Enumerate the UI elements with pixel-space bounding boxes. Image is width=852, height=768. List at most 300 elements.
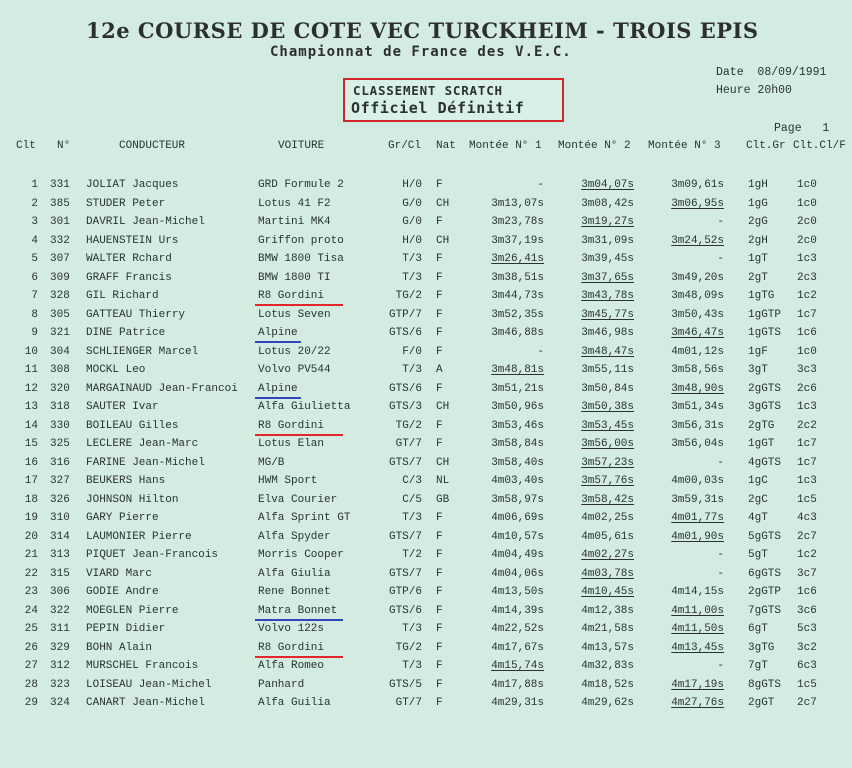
cell-n: 306 bbox=[50, 586, 70, 598]
cell-m1: 3m58,84s bbox=[491, 438, 544, 450]
cell-m3: 3m06,95s bbox=[671, 197, 724, 210]
cell-cltgr: 1gF bbox=[748, 345, 768, 358]
cell-clt: 24 bbox=[24, 604, 38, 617]
date-value: 08/09/1991 bbox=[757, 66, 827, 79]
cell-conducteur: BOHN Alain bbox=[86, 641, 153, 654]
cell-clt: 12 bbox=[24, 382, 38, 395]
cell-clt: 19 bbox=[24, 512, 38, 524]
cell-m2: 4m02,25s bbox=[581, 512, 634, 524]
cell-m2: 3m46,98s bbox=[581, 327, 634, 339]
cell-clt: 3 bbox=[31, 216, 38, 228]
cell-clt: 29 bbox=[24, 697, 38, 709]
cell-cltgr: 7gGTS bbox=[748, 604, 782, 617]
cell-cltgr: 1gGT bbox=[748, 438, 775, 450]
cell-m1: 4m29,31s bbox=[491, 697, 544, 709]
cell-cltgr: 2gH bbox=[748, 234, 768, 247]
cell-grcl: C/5 bbox=[402, 493, 422, 506]
table-row bbox=[0, 289, 852, 307]
cell-voiture: R8 Gordini bbox=[258, 641, 325, 654]
cell-m3: - bbox=[717, 567, 724, 580]
table-row bbox=[0, 419, 852, 437]
cell-nat: F bbox=[436, 641, 443, 654]
cell-cltgr: 5gGTS bbox=[748, 530, 782, 543]
cell-m2: 4m29,62s bbox=[581, 697, 634, 709]
cell-m1: 4m04,06s bbox=[491, 567, 544, 580]
table-row bbox=[0, 511, 852, 529]
cell-m3: 4m13,45s bbox=[671, 641, 724, 654]
cell-voiture: Alfa Spyder bbox=[258, 530, 331, 543]
cell-clt: 9 bbox=[31, 327, 38, 339]
cell-m1: 4m14,39s bbox=[491, 604, 544, 617]
cell-m2: 3m43,78s bbox=[581, 290, 634, 302]
table-row bbox=[0, 604, 852, 622]
cell-grcl: C/3 bbox=[402, 475, 422, 487]
cell-m1: 3m26,41s bbox=[491, 253, 544, 265]
cell-m3: 4m00,03s bbox=[671, 475, 724, 487]
table-row bbox=[0, 437, 852, 455]
cell-nat: CH bbox=[436, 234, 450, 247]
cell-m1: 3m51,21s bbox=[491, 382, 544, 395]
cell-m3: 3m59,31s bbox=[671, 493, 724, 506]
cell-conducteur: PEPIN Didier bbox=[86, 623, 166, 635]
cell-conducteur: VIARD Marc bbox=[86, 567, 153, 580]
cell-n: 305 bbox=[50, 308, 70, 321]
cell-conducteur: MURSCHEL Francois bbox=[86, 660, 199, 672]
cell-nat: F bbox=[436, 660, 443, 672]
table-row bbox=[0, 548, 852, 566]
table-row bbox=[0, 252, 852, 270]
header-clt-cl: Clt.Cl/F bbox=[793, 140, 846, 152]
cell-conducteur: GIL Richard bbox=[86, 290, 159, 302]
cell-voiture: Volvo PV544 bbox=[258, 364, 331, 376]
cell-voiture: Alfa Giulia bbox=[258, 567, 331, 580]
cell-grcl: TG/2 bbox=[395, 419, 422, 432]
cell-nat: F bbox=[436, 308, 443, 321]
cell-cltgr: 8gGTS bbox=[748, 678, 782, 691]
cell-m2: 3m57,76s bbox=[581, 475, 634, 487]
cell-clt: 26 bbox=[24, 641, 38, 654]
cell-m3: 4m14,15s bbox=[671, 586, 724, 598]
header-montee-2: Montée N° 2 bbox=[558, 140, 631, 152]
cell-nat: F bbox=[436, 253, 443, 265]
cell-cltcl: 1c5 bbox=[797, 493, 817, 506]
cell-clt: 4 bbox=[31, 234, 38, 247]
time-line bbox=[716, 84, 792, 97]
cell-grcl: GTS/7 bbox=[388, 530, 422, 543]
cell-cltcl: 1c3 bbox=[797, 401, 817, 413]
cell-m2: 4m32,83s bbox=[581, 660, 634, 672]
cell-m3: 3m50,43s bbox=[671, 308, 724, 321]
cell-m3: - bbox=[717, 216, 724, 228]
cell-grcl: T/2 bbox=[402, 549, 422, 561]
header-voiture: VOITURE bbox=[278, 140, 325, 152]
cell-voiture: Martini MK4 bbox=[258, 216, 331, 228]
cell-m1: 4m06,69s bbox=[491, 512, 544, 524]
cell-cltgr: 2gTG bbox=[748, 419, 775, 432]
cell-m1: 4m04,49s bbox=[491, 549, 544, 561]
header-clt-gr: Clt.Gr bbox=[746, 140, 786, 152]
cell-n: 320 bbox=[50, 382, 70, 395]
cell-conducteur: GODIE Andre bbox=[86, 586, 159, 598]
cell-n: 323 bbox=[50, 678, 70, 691]
red-highlight-underline bbox=[255, 656, 343, 658]
cell-voiture: Elva Courier bbox=[258, 493, 338, 506]
cell-n: 327 bbox=[50, 475, 70, 487]
cell-m2: 4m12,38s bbox=[581, 604, 634, 617]
cell-m3: 4m17,19s bbox=[671, 678, 724, 691]
cell-nat: F bbox=[436, 179, 443, 191]
cell-m2: 3m53,45s bbox=[581, 419, 634, 432]
cell-m2: 4m21,58s bbox=[581, 623, 634, 635]
cell-voiture: Alfa Giulietta bbox=[258, 401, 351, 413]
header-montee-3: Montée N° 3 bbox=[648, 140, 721, 152]
cell-n: 330 bbox=[50, 419, 70, 432]
cell-cltgr: 1gH bbox=[748, 179, 768, 191]
cell-n: 321 bbox=[50, 327, 70, 339]
cell-m2: 3m37,65s bbox=[581, 271, 634, 284]
cell-voiture: Lotus Seven bbox=[258, 308, 331, 321]
cell-conducteur: JOLIAT Jacques bbox=[86, 179, 179, 191]
cell-m1: 4m10,57s bbox=[491, 530, 544, 543]
cell-cltcl: 2c7 bbox=[797, 530, 817, 543]
cell-clt: 25 bbox=[24, 623, 38, 635]
championship-subtitle: Championnat de France des V.E.C. bbox=[270, 44, 572, 60]
cell-conducteur: LECLERE Jean-Marc bbox=[86, 438, 199, 450]
cell-m2: 4m05,61s bbox=[581, 530, 634, 543]
cell-m2: 4m13,57s bbox=[581, 641, 634, 654]
cell-clt: 16 bbox=[24, 456, 38, 469]
cell-cltgr: 1gG bbox=[748, 197, 768, 210]
cell-clt: 14 bbox=[24, 419, 38, 432]
red-highlight-underline bbox=[255, 304, 343, 306]
cell-clt: 17 bbox=[24, 475, 38, 487]
cell-m2: 3m56,00s bbox=[581, 438, 634, 450]
cell-n: 326 bbox=[50, 493, 70, 506]
cell-nat: F bbox=[436, 290, 443, 302]
cell-cltgr: 1gGTP bbox=[748, 308, 782, 321]
classement-box bbox=[343, 78, 564, 122]
cell-cltgr: 2gG bbox=[748, 216, 768, 228]
cell-cltcl: 5c3 bbox=[797, 623, 817, 635]
blue-highlight-underline bbox=[255, 341, 301, 343]
table-row bbox=[0, 641, 852, 659]
cell-m2: 3m58,42s bbox=[581, 493, 634, 506]
cell-nat: F bbox=[436, 623, 443, 635]
cell-clt: 28 bbox=[24, 678, 38, 691]
cell-nat: F bbox=[436, 382, 443, 395]
cell-m3: 3m48,09s bbox=[671, 290, 724, 302]
cell-cltgr: 2gGTP bbox=[748, 586, 782, 598]
cell-conducteur: BOILEAU Gilles bbox=[86, 419, 179, 432]
cell-n: 331 bbox=[50, 179, 70, 191]
table-row bbox=[0, 400, 852, 418]
cell-voiture: Panhard bbox=[258, 678, 305, 691]
cell-n: 332 bbox=[50, 234, 70, 247]
table-row bbox=[0, 659, 852, 677]
cell-cltgr: 2gT bbox=[748, 271, 768, 284]
cell-nat: A bbox=[436, 364, 443, 376]
cell-m3: 4m01,77s bbox=[671, 512, 724, 524]
cell-cltcl: 1c3 bbox=[797, 475, 817, 487]
blue-highlight-underline bbox=[255, 619, 343, 621]
cell-cltcl: 3c7 bbox=[797, 567, 817, 580]
cell-conducteur: LOISEAU Jean-Michel bbox=[86, 678, 212, 691]
cell-nat: F bbox=[436, 438, 443, 450]
cell-voiture: Morris Cooper bbox=[258, 549, 344, 561]
cell-voiture: Rene Bonnet bbox=[258, 586, 331, 598]
cell-cltgr: 4gT bbox=[748, 512, 768, 524]
cell-clt: 8 bbox=[31, 308, 38, 321]
cell-grcl: T/3 bbox=[402, 364, 422, 376]
cell-nat: F bbox=[436, 549, 443, 561]
cell-m3: 3m56,04s bbox=[671, 438, 724, 450]
cell-m1: 3m53,46s bbox=[491, 419, 544, 432]
header-conducteur: CONDUCTEUR bbox=[119, 140, 186, 152]
cell-nat: CH bbox=[436, 401, 450, 413]
cell-clt: 22 bbox=[24, 567, 38, 580]
cell-conducteur: STUDER Peter bbox=[86, 197, 166, 210]
cell-voiture: R8 Gordini bbox=[258, 290, 325, 302]
cell-grcl: GTP/6 bbox=[388, 586, 422, 598]
cell-clt: 23 bbox=[24, 586, 38, 598]
date-line bbox=[716, 66, 826, 79]
cell-cltcl: 2c6 bbox=[797, 382, 817, 395]
cell-cltcl: 1c0 bbox=[797, 197, 817, 210]
cell-m3: 3m46,47s bbox=[671, 327, 724, 339]
cell-m3: 3m48,90s bbox=[671, 382, 724, 395]
cell-grcl: GTS/7 bbox=[388, 456, 422, 469]
table-row bbox=[0, 622, 852, 640]
cell-grcl: G/0 bbox=[402, 197, 422, 210]
cell-m1: 3m44,73s bbox=[491, 290, 544, 302]
cell-conducteur: PIQUET Jean-Francois bbox=[86, 549, 219, 561]
cell-grcl: T/3 bbox=[402, 271, 422, 284]
cell-cltcl: 2c0 bbox=[797, 234, 817, 247]
cell-nat: F bbox=[436, 697, 443, 709]
cell-cltcl: 2c3 bbox=[797, 271, 817, 284]
table-row bbox=[0, 530, 852, 548]
cell-m1: - bbox=[537, 345, 544, 358]
cell-conducteur: GARY Pierre bbox=[86, 512, 159, 524]
cell-m1: - bbox=[537, 179, 544, 191]
cell-grcl: GT/7 bbox=[395, 697, 422, 709]
cell-m2: 4m02,27s bbox=[581, 549, 634, 561]
cell-voiture: GRD Formule 2 bbox=[258, 179, 344, 191]
cell-nat: F bbox=[436, 345, 443, 358]
cell-m3: 4m11,00s bbox=[671, 604, 724, 617]
table-row bbox=[0, 326, 852, 344]
table-row bbox=[0, 215, 852, 233]
cell-m2: 3m50,84s bbox=[581, 382, 634, 395]
cell-m3: 4m01,12s bbox=[671, 345, 724, 358]
cell-m1: 3m58,97s bbox=[491, 493, 544, 506]
cell-clt: 27 bbox=[24, 660, 38, 672]
cell-voiture: BMW 1800 TI bbox=[258, 271, 331, 284]
cell-m1: 4m03,40s bbox=[491, 475, 544, 487]
cell-n: 310 bbox=[50, 512, 70, 524]
cell-voiture: Volvo 122s bbox=[258, 623, 325, 635]
cell-grcl: GTP/7 bbox=[388, 308, 422, 321]
cell-n: 301 bbox=[50, 216, 70, 228]
cell-nat: F bbox=[436, 327, 443, 339]
cell-n: 304 bbox=[50, 345, 70, 358]
cell-conducteur: JOHNSON Hilton bbox=[86, 493, 179, 506]
cell-grcl: H/0 bbox=[402, 179, 422, 191]
cell-cltgr: 2gC bbox=[748, 493, 768, 506]
cell-grcl: GTS/6 bbox=[388, 604, 422, 617]
cell-nat: F bbox=[436, 604, 443, 617]
cell-m1: 4m22,52s bbox=[491, 623, 544, 635]
table-row bbox=[0, 308, 852, 326]
cell-cltgr: 5gT bbox=[748, 549, 768, 561]
table-row bbox=[0, 678, 852, 696]
cell-cltgr: 4gGTS bbox=[748, 456, 782, 469]
cell-cltcl: 2c0 bbox=[797, 216, 817, 228]
cell-cltgr: 3gTG bbox=[748, 641, 775, 654]
cell-clt: 1 bbox=[31, 179, 38, 191]
cell-cltgr: 7gT bbox=[748, 660, 768, 672]
cell-voiture: Lotus Elan bbox=[258, 438, 325, 450]
cell-n: 311 bbox=[50, 623, 70, 635]
cell-conducteur: WALTER Rchard bbox=[86, 253, 172, 265]
table-row bbox=[0, 696, 852, 714]
date-label: Date bbox=[716, 66, 744, 79]
table-row bbox=[0, 197, 852, 215]
cell-m3: - bbox=[717, 253, 724, 265]
cell-cltcl: 6c3 bbox=[797, 660, 817, 672]
cell-nat: F bbox=[436, 567, 443, 580]
cell-clt: 10 bbox=[24, 345, 38, 358]
cell-conducteur: MOCKL Leo bbox=[86, 364, 146, 376]
table-row bbox=[0, 474, 852, 492]
event-title: 12e COURSE DE COTE VEC TURCKHEIM - TROIS EPIS bbox=[86, 18, 759, 43]
cell-cltgr: 2gGTS bbox=[748, 382, 782, 395]
table-row bbox=[0, 493, 852, 511]
cell-m1: 3m38,51s bbox=[491, 271, 544, 284]
cell-cltgr: 6gT bbox=[748, 623, 768, 635]
cell-n: 329 bbox=[50, 641, 70, 654]
cell-grcl: GTS/3 bbox=[388, 401, 422, 413]
table-row bbox=[0, 363, 852, 381]
cell-voiture: Alpine bbox=[258, 382, 298, 395]
page-label: Page bbox=[774, 122, 802, 135]
cell-nat: GB bbox=[436, 493, 450, 506]
cell-n: 313 bbox=[50, 549, 70, 561]
cell-m2: 3m19,27s bbox=[581, 216, 634, 228]
cell-m2: 3m50,38s bbox=[581, 401, 634, 413]
cell-nat: F bbox=[436, 586, 443, 598]
cell-grcl: G/0 bbox=[402, 216, 422, 228]
cell-m2: 3m55,11s bbox=[581, 364, 634, 376]
page-line bbox=[774, 122, 829, 135]
cell-cltcl: 1c3 bbox=[797, 253, 817, 265]
cell-conducteur: CANART Jean-Michel bbox=[86, 697, 205, 709]
cell-m1: 4m17,88s bbox=[491, 678, 544, 691]
cell-cltcl: 1c2 bbox=[797, 290, 817, 302]
classement-title: CLASSEMENT SCRATCH bbox=[353, 83, 503, 98]
cell-m1: 3m23,78s bbox=[491, 216, 544, 228]
cell-cltgr: 1gGTS bbox=[748, 327, 782, 339]
cell-m3: - bbox=[717, 660, 724, 672]
cell-m1: 3m52,35s bbox=[491, 308, 544, 321]
cell-cltcl: 1c2 bbox=[797, 549, 817, 561]
cell-m1: 4m17,67s bbox=[491, 641, 544, 654]
cell-voiture: Alfa Sprint GT bbox=[258, 512, 351, 524]
cell-m1: 3m37,19s bbox=[491, 234, 544, 247]
cell-grcl: H/0 bbox=[402, 234, 422, 247]
cell-grcl: T/3 bbox=[402, 253, 422, 265]
cell-m2: 4m10,45s bbox=[581, 586, 634, 598]
cell-cltcl: 4c3 bbox=[797, 512, 817, 524]
cell-n: 324 bbox=[50, 697, 70, 709]
page-number: 1 bbox=[822, 122, 830, 135]
cell-cltcl: 3c3 bbox=[797, 364, 817, 376]
cell-n: 309 bbox=[50, 271, 70, 284]
cell-grcl: GT/7 bbox=[395, 438, 422, 450]
cell-voiture: R8 Gordini bbox=[258, 419, 325, 432]
header-number: N° bbox=[57, 140, 71, 152]
cell-cltgr: 1gC bbox=[748, 475, 768, 487]
cell-m3: 3m56,31s bbox=[671, 419, 724, 432]
cell-clt: 7 bbox=[31, 290, 38, 302]
header-nat: Nat bbox=[436, 140, 456, 152]
cell-clt: 2 bbox=[31, 197, 38, 210]
cell-m3: 3m51,34s bbox=[671, 401, 724, 413]
cell-voiture: MG/B bbox=[258, 456, 285, 469]
header-clt: Clt bbox=[16, 140, 36, 152]
cell-grcl: GTS/6 bbox=[388, 327, 422, 339]
cell-conducteur: SCHLIENGER Marcel bbox=[86, 345, 199, 358]
cell-voiture: Griffon proto bbox=[258, 234, 344, 247]
cell-n: 307 bbox=[50, 253, 70, 265]
cell-cltcl: 1c6 bbox=[797, 327, 817, 339]
cell-cltgr: 3gT bbox=[748, 364, 768, 376]
header-montee-1: Montée N° 1 bbox=[469, 140, 542, 152]
cell-grcl: T/3 bbox=[402, 660, 422, 672]
cell-voiture: Lotus 20/22 bbox=[258, 345, 331, 358]
cell-nat: F bbox=[436, 419, 443, 432]
cell-voiture: Matra Bonnet bbox=[258, 604, 338, 617]
cell-n: 328 bbox=[50, 290, 70, 302]
cell-n: 325 bbox=[50, 438, 70, 450]
table-row bbox=[0, 456, 852, 474]
cell-nat: F bbox=[436, 216, 443, 228]
cell-cltcl: 1c0 bbox=[797, 345, 817, 358]
cell-m1: 3m48,81s bbox=[491, 364, 544, 376]
table-row bbox=[0, 271, 852, 289]
cell-clt: 15 bbox=[24, 438, 38, 450]
cell-conducteur: MARGAINAUD Jean-Francoi bbox=[86, 382, 238, 395]
cell-m3: 4m11,50s bbox=[671, 623, 724, 635]
table-row bbox=[0, 345, 852, 363]
cell-grcl: T/3 bbox=[402, 623, 422, 635]
cell-nat: CH bbox=[436, 456, 450, 469]
cell-clt: 6 bbox=[31, 271, 38, 284]
cell-voiture: Alpine bbox=[258, 327, 298, 339]
cell-grcl: GTS/7 bbox=[388, 567, 422, 580]
cell-m2: 3m31,09s bbox=[581, 234, 634, 247]
cell-conducteur: DAVRIL Jean-Michel bbox=[86, 216, 205, 228]
cell-clt: 5 bbox=[31, 253, 38, 265]
time-value: 20h00 bbox=[757, 84, 792, 97]
header-grcl: Gr/Cl bbox=[388, 140, 422, 152]
cell-m1: 3m13,07s bbox=[491, 197, 544, 210]
cell-cltgr: 1gT bbox=[748, 253, 768, 265]
cell-conducteur: MOEGLEN Pierre bbox=[86, 604, 179, 617]
cell-conducteur: HAUENSTEIN Urs bbox=[86, 234, 179, 247]
table-row bbox=[0, 234, 852, 252]
cell-m2: 3m57,23s bbox=[581, 456, 634, 469]
